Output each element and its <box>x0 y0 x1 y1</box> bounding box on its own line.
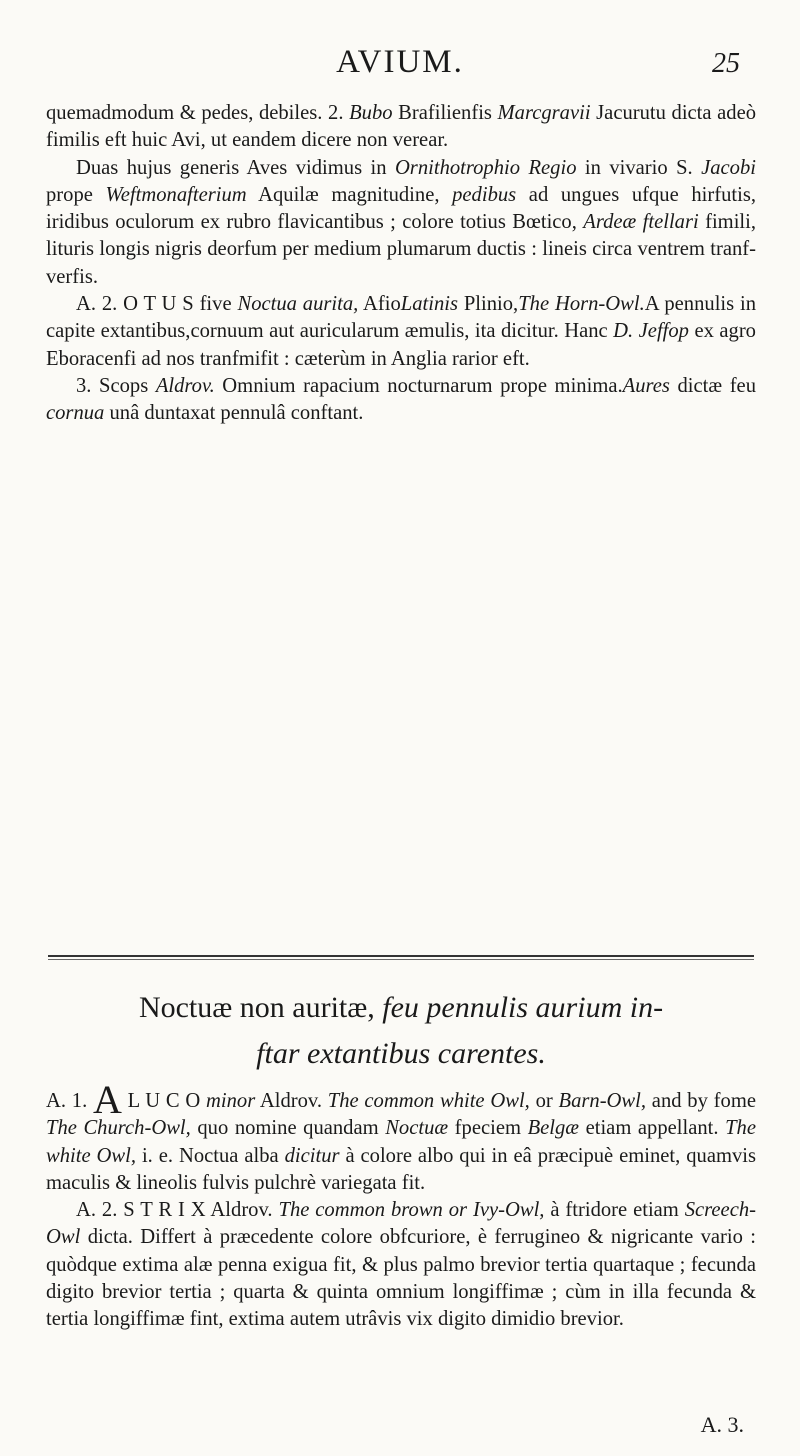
page-number: 25 <box>712 48 740 79</box>
drop-capital: A <box>93 1077 122 1122</box>
text-run: Afio <box>358 293 401 316</box>
italic-run: The common brown or Ivy-Owl, <box>278 1199 545 1222</box>
text-run: L U C O <box>121 1090 207 1112</box>
paragraph <box>46 373 756 428</box>
italic-run: pedibus <box>452 183 517 206</box>
italic-run: Bubo <box>349 102 393 124</box>
text-run: or <box>529 1090 559 1112</box>
page-header <box>0 44 800 94</box>
paragraph <box>46 100 756 155</box>
italic-run: Jacobi <box>701 156 757 179</box>
section-heading <box>46 985 756 1077</box>
text-run: ad ungues ufque hirfutis, iridibus oculorum ex rubro flavicantibus ; colore totius Bœtico, <box>46 183 756 234</box>
text-run: and by fome <box>646 1090 756 1112</box>
paragraph <box>46 1077 757 1197</box>
text-run: à ftridore etiam <box>544 1199 685 1222</box>
text-run: A. 2. S T R I X Aldrov. <box>76 1199 279 1222</box>
text-run: Aquilæ magnitudine, <box>246 183 453 206</box>
text-run: à colore albo qui in eâ præcipuè eminet, quamvis maculis & lineolis fulvis pulchrè variegata fit. <box>46 1144 757 1194</box>
italic-run: D. Jeffop <box>613 320 689 343</box>
section-divider <box>48 955 754 957</box>
text-run: fpeciem <box>448 1117 528 1140</box>
heading-part-3: ftar extantibus carentes. <box>256 1037 546 1070</box>
text-run: Omnium rapacium nocturnarum prope minima. <box>214 374 623 397</box>
italic-run: The white Owl, <box>46 1117 756 1167</box>
text-run: quemadmodum & pedes, debiles. 2. <box>46 102 350 124</box>
italic-run: Belgæ <box>527 1117 580 1140</box>
body-text-top <box>46 100 756 428</box>
text-run: in vivario S. <box>576 156 702 179</box>
text-run: etiam appellant. <box>579 1117 726 1140</box>
italic-run: Marcgravii <box>497 102 591 124</box>
italic-run: Ornithotrophio Regio <box>394 156 577 179</box>
text-run: A. 2. O T U S five <box>76 293 238 316</box>
italic-run: cornua <box>46 402 105 425</box>
italic-run: Weftmonafterium <box>105 183 247 206</box>
text-run: 3. Scops <box>76 374 156 397</box>
italic-run: Ardeæ ftellari <box>583 211 699 234</box>
italic-run: The Church-Owl, <box>46 1117 191 1140</box>
text-run: quo nomine quandam <box>190 1117 386 1140</box>
text-run: fimili, lituris longis nigris deorfum per medium plumarum ductis : lineis circa ventrem tranf-verfis. <box>46 211 757 288</box>
paragraph <box>46 155 756 291</box>
text-run: dicta. Differt à præcedente colore obfcuriore, è ferrugineo & nigricante vario : quòdque extima alæ penna exigua fit, & plus palmo brevior tertia quartaque ; fecunda digito brevior tertia ; quarta & quinta omnium longiffimæ ; cùm in illa fecunda & tertia longiffimæ fint, extima autem utrâvis vix digito dimidio brevior. <box>46 1226 756 1331</box>
text-run: A. 1. <box>46 1090 93 1112</box>
text-run: ex agro Eboracenfi ad nos tranfmifit : cæterùm in Anglia rarior eft. <box>46 320 756 370</box>
text-run: prope <box>46 183 106 206</box>
text-run: Brafilienfis <box>392 102 498 124</box>
text-run: unâ duntaxat pennulâ conftant. <box>104 402 364 425</box>
italic-run: Barn-Owl, <box>558 1090 647 1112</box>
section-divider-thin <box>48 959 754 960</box>
body-text-bottom <box>46 1077 757 1334</box>
italic-run: Screech-Owl <box>46 1199 756 1249</box>
text-run: Duas hujus generis Aves vidimus in <box>76 156 395 179</box>
text-run: Jacurutu dicta adeò fimilis eft huic Avi, ut eandem dicere non verear. <box>46 102 757 152</box>
text-run: Aldrov. <box>255 1090 328 1112</box>
text-run: dictæ feu <box>669 374 756 397</box>
italic-run: dicitur <box>284 1144 340 1167</box>
running-title: AVIUM. <box>336 44 464 80</box>
italic-run: Aldrov. <box>155 374 215 397</box>
paragraph <box>46 291 756 373</box>
italic-run: minor <box>206 1090 256 1112</box>
italic-run: Noctuæ <box>385 1117 449 1140</box>
italic-run: Noctua aurita, <box>237 293 359 316</box>
heading-part-1: Noctuæ non auritæ, <box>138 991 383 1024</box>
italic-run: The Horn-Owl. <box>518 293 645 316</box>
italic-run: The common white Owl, <box>327 1090 530 1112</box>
paragraph <box>46 1197 756 1333</box>
italic-run: Latinis <box>400 293 458 316</box>
text-run: i. e. Noctua alba <box>136 1144 285 1167</box>
italic-run: Aures <box>622 374 670 397</box>
catchword: A. 3. <box>700 1412 744 1437</box>
text-run: Plinio, <box>458 293 519 316</box>
heading-part-2: feu pennulis aurium in- <box>382 991 664 1024</box>
text-run: A pennulis in capite extantibus,cornuum aut auricularum æmulis, ita dicitur. Hanc <box>46 293 757 343</box>
